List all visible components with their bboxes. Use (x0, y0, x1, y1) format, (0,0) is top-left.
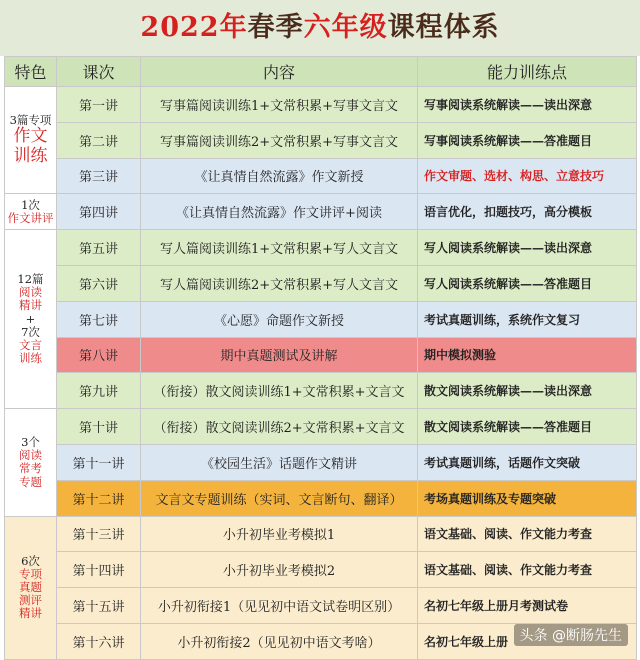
content-cell: （衔接）散文阅读训练1+文常积累+文言文 (141, 373, 418, 409)
table-row (5, 480, 637, 516)
lesson-cell: 第十讲 (57, 409, 141, 445)
table-row (5, 409, 637, 445)
table-row (5, 337, 637, 373)
lesson-cell: 第四讲 (57, 194, 141, 230)
skill-cell: 语文基础、阅读、作文能力考查 (418, 552, 637, 588)
skill-cell: 写人阅读系统解读——答准题目 (418, 265, 637, 301)
title-system: 课程体系 (387, 12, 500, 43)
skill-cell: 作文审题、选材、构思、立意技巧 (418, 158, 637, 194)
content-cell: 文言文专题训练（实词、文言断句、翻译） (141, 480, 418, 516)
lesson-cell: 第十六讲 (57, 623, 141, 659)
lesson-cell: 第八讲 (57, 337, 141, 373)
content-cell: 《让真情自然流露》作文讲评+阅读 (141, 194, 418, 230)
content-cell: 《心愿》命题作文新授 (141, 301, 418, 337)
table-row (5, 158, 637, 194)
skill-cell: 期中模拟测验 (418, 337, 637, 373)
header-content: 内容 (141, 57, 418, 87)
skill-cell: 名初七年级上册月考测试卷 (418, 588, 637, 624)
table-row (5, 230, 637, 266)
table-row (5, 516, 637, 552)
content-cell: 写事篇阅读训练1+文常积累+写事文言文 (141, 87, 418, 123)
table-row (5, 301, 637, 337)
feature-cell: 1次 作文讲评 (5, 194, 57, 230)
content-cell: 《让真情自然流露》作文新授 (141, 158, 418, 194)
content-cell: 写人篇阅读训练2+文常积累+写人文言文 (141, 265, 418, 301)
skill-cell: 名初七年级上册 (418, 623, 637, 659)
lesson-cell: 第十五讲 (57, 588, 141, 624)
table-row (5, 444, 637, 480)
table-row (5, 87, 637, 123)
content-cell: 写人篇阅读训练1+文常积累+写人文言文 (141, 230, 418, 266)
header-skill: 能力训练点 (418, 57, 637, 87)
table-row (5, 265, 637, 301)
feature-cell: 12篇 阅读 精讲 + 7次 文言 训练 (5, 230, 57, 409)
skill-cell: 考场真题训练及专题突破 (418, 480, 637, 516)
lesson-cell: 第一讲 (57, 87, 141, 123)
content-cell: 小升初衔接1（见见初中语文试卷明区别） (141, 588, 418, 624)
feature-cell: 6次 专项 真题 测评 精讲 (5, 516, 57, 659)
feature-cell: 3篇专项 作文 训练 (5, 87, 57, 194)
skill-cell: 语言优化，扣题技巧，高分模板 (418, 194, 637, 230)
table-header (5, 57, 637, 87)
title-grade: 六年级 (303, 12, 388, 43)
content-cell: 小升初毕业考模拟1 (141, 516, 418, 552)
table-row (5, 122, 637, 158)
skill-cell: 考试真题训练，系统作文复习 (418, 301, 637, 337)
content-cell: 《校园生活》话题作文精讲 (141, 444, 418, 480)
header-lesson: 课次 (57, 57, 141, 87)
lesson-cell: 第七讲 (57, 301, 141, 337)
content-cell: （衔接）散文阅读训练2+文常积累+文言文 (141, 409, 418, 445)
content-cell: 写事篇阅读训练2+文常积累+写事文言文 (141, 122, 418, 158)
lesson-cell: 第二讲 (57, 122, 141, 158)
content-cell: 期中真题测试及讲解 (141, 337, 418, 373)
skill-cell: 散文阅读系统解读——答准题目 (418, 409, 637, 445)
lesson-cell: 第五讲 (57, 230, 141, 266)
table-row (5, 588, 637, 624)
lesson-cell: 第六讲 (57, 265, 141, 301)
table-row (5, 373, 637, 409)
title-season: 春季 (247, 12, 304, 43)
skill-cell: 散文阅读系统解读——读出深意 (418, 373, 637, 409)
lesson-cell: 第十一讲 (57, 444, 141, 480)
watermark: 头条 @断肠先生 (514, 624, 628, 646)
title-year: 2022年 (140, 12, 248, 43)
header-feature: 特色 (5, 57, 57, 87)
table-row (5, 194, 637, 230)
content-cell: 小升初衔接2（见见初中语文考啥） (141, 623, 418, 659)
skill-cell: 写人阅读系统解读——读出深意 (418, 230, 637, 266)
skill-cell: 考试真题训练，话题作文突破 (418, 444, 637, 480)
lesson-cell: 第十三讲 (57, 516, 141, 552)
lesson-cell: 第九讲 (57, 373, 141, 409)
course-table (4, 56, 637, 660)
lesson-cell: 第十二讲 (57, 480, 141, 516)
lesson-cell: 第十四讲 (57, 552, 141, 588)
page-title (0, 0, 640, 56)
skill-cell: 语文基础、阅读、作文能力考查 (418, 516, 637, 552)
skill-cell: 写事阅读系统解读——读出深意 (418, 87, 637, 123)
lesson-cell: 第三讲 (57, 158, 141, 194)
skill-cell: 写事阅读系统解读——答准题目 (418, 122, 637, 158)
table-row (5, 552, 637, 588)
content-cell: 小升初毕业考模拟2 (141, 552, 418, 588)
feature-cell: 3个 阅读 常考 专题 (5, 409, 57, 516)
